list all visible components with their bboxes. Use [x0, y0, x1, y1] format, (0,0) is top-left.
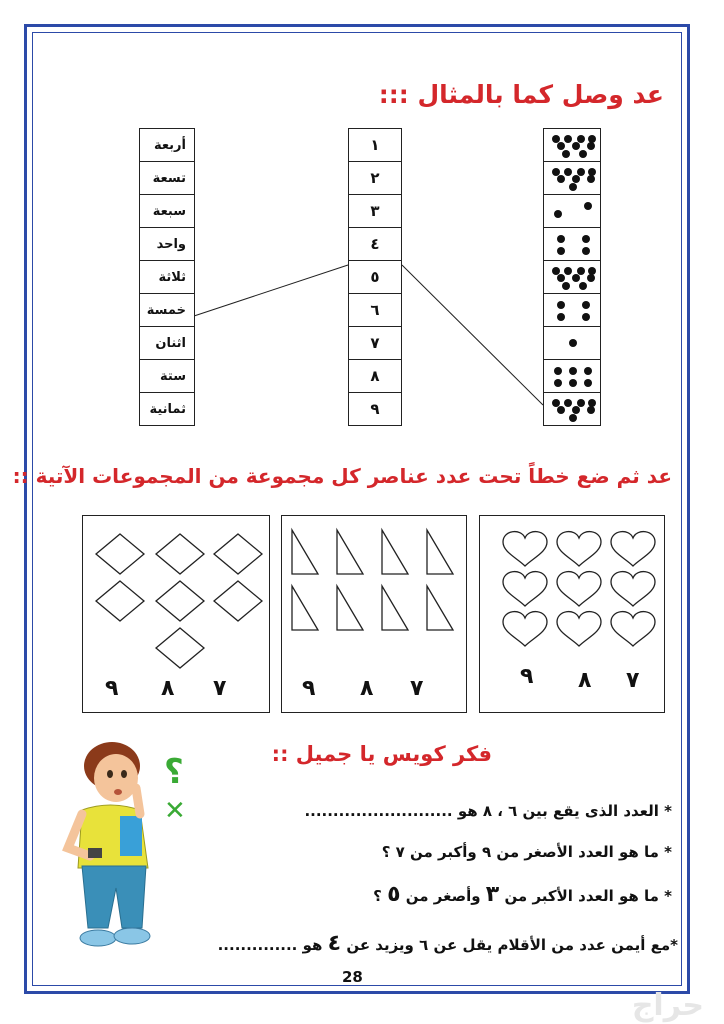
- number-cell: ٣: [348, 194, 402, 228]
- die-cell: [543, 293, 601, 327]
- number-cell: ٥: [348, 260, 402, 294]
- die-dot: [584, 367, 592, 375]
- die-dot: [564, 135, 572, 143]
- die-dot: [564, 267, 572, 275]
- die-dot: [557, 301, 565, 309]
- die-dot: [552, 399, 560, 407]
- question-3: [373, 882, 672, 907]
- heart-shape: [557, 612, 601, 646]
- die-dot: [588, 168, 596, 176]
- die-dot: [557, 142, 565, 150]
- group-diamonds: [82, 515, 270, 713]
- die-dot: [577, 267, 585, 275]
- numbers-column: [348, 128, 402, 426]
- section1-title: عد وصل كما بالمثال :::: [378, 80, 664, 109]
- heart-shape: [557, 572, 601, 606]
- cross-mark-icon: ✕: [164, 796, 186, 826]
- question-1: * العدد الذى يقع بين ٦ ، ٨ هو ..........................: [304, 802, 672, 820]
- number-cell: ٩: [348, 392, 402, 426]
- die-dot: [579, 150, 587, 158]
- die-dot: [569, 379, 577, 387]
- die-dot: [557, 247, 565, 255]
- die-cell: [543, 392, 601, 426]
- shoe-shape: [80, 930, 116, 946]
- die-cell: [543, 161, 601, 195]
- die-dot: [554, 379, 562, 387]
- word-cell: أربعة: [139, 128, 195, 162]
- dice-column: [543, 128, 601, 426]
- die-dot: [582, 301, 590, 309]
- triangle-shape: [337, 586, 363, 630]
- word-cell: اثنان: [139, 326, 195, 360]
- word-cell: ثلاثة: [139, 260, 195, 294]
- shoe-shape: [114, 928, 150, 944]
- die-dot: [588, 135, 596, 143]
- die-dot: [564, 168, 572, 176]
- triangle-shape: [292, 586, 318, 630]
- word-cell: ستة: [139, 359, 195, 393]
- die-dot: [582, 247, 590, 255]
- number-cell: ١: [348, 128, 402, 162]
- question-4: [218, 931, 678, 956]
- die-dot: [587, 142, 595, 150]
- die-cell: [543, 227, 601, 261]
- watermark-text: حراج: [631, 988, 704, 1023]
- die-dot: [569, 183, 577, 191]
- die-dot: [552, 267, 560, 275]
- shirt-stripe: [120, 816, 142, 856]
- diamond-shape: [156, 581, 204, 621]
- pencil-in-hand: [88, 848, 102, 858]
- die-dot: [569, 414, 577, 422]
- die-dot: [588, 399, 596, 407]
- option-seven[interactable]: ٧: [213, 676, 227, 701]
- option-nine[interactable]: ٩: [520, 664, 534, 689]
- diamond-shape: [156, 534, 204, 574]
- triangle-shape: [382, 586, 408, 630]
- heart-shape: [611, 572, 655, 606]
- triangle-shape: [382, 530, 408, 574]
- die-dot: [572, 274, 580, 282]
- section3-title: فكر كويس يا جميل ::: [271, 742, 492, 766]
- words-column: [139, 128, 195, 426]
- option-eight[interactable]: ٨: [360, 676, 374, 701]
- question-3-number-b: ٥: [387, 882, 401, 907]
- face-shape: [94, 754, 138, 802]
- die-dot: [572, 406, 580, 414]
- group-triangles: [281, 515, 467, 713]
- die-dot: [587, 274, 595, 282]
- diamond-shape: [156, 628, 204, 668]
- die-dot: [572, 175, 580, 183]
- number-cell: ٨: [348, 359, 402, 393]
- question-3-part-c: ؟: [373, 887, 382, 905]
- die-dot: [552, 135, 560, 143]
- triangle-shape: [292, 530, 318, 574]
- mouth-shape: [114, 789, 122, 795]
- question-mark-icon: ؟: [164, 752, 184, 792]
- heart-shape: [503, 572, 547, 606]
- group-hearts: [479, 515, 665, 713]
- die-dot: [562, 282, 570, 290]
- question-3-number-a: ٣: [485, 882, 500, 907]
- die-dot: [584, 202, 592, 210]
- die-cell: [543, 194, 601, 228]
- option-eight[interactable]: ٨: [578, 668, 592, 693]
- die-cell: [543, 326, 601, 360]
- die-dot: [579, 282, 587, 290]
- triangle-shape: [427, 530, 453, 574]
- heart-shape: [557, 532, 601, 566]
- die-dot: [569, 367, 577, 375]
- die-dot: [582, 313, 590, 321]
- word-cell: ثمانية: [139, 392, 195, 426]
- die-dot: [582, 235, 590, 243]
- diamond-shape: [96, 534, 144, 574]
- die-dot: [557, 274, 565, 282]
- question-3-part-b: وأصغر من: [405, 887, 481, 905]
- die-dot: [577, 168, 585, 176]
- number-cell: ٢: [348, 161, 402, 195]
- diamond-shape: [96, 581, 144, 621]
- die-dot: [557, 235, 565, 243]
- die-dot: [569, 339, 577, 347]
- pants-shape: [82, 866, 146, 928]
- word-cell: تسعة: [139, 161, 195, 195]
- option-nine[interactable]: ٩: [105, 676, 119, 701]
- die-dot: [554, 210, 562, 218]
- die-dot: [554, 367, 562, 375]
- number-cell: ٧: [348, 326, 402, 360]
- heart-shape: [611, 532, 655, 566]
- option-eight[interactable]: ٨: [161, 676, 175, 701]
- option-seven[interactable]: ٧: [410, 676, 424, 701]
- option-seven[interactable]: ٧: [626, 668, 640, 693]
- die-dot: [557, 175, 565, 183]
- triangle-shape: [337, 530, 363, 574]
- eye-shape: [121, 770, 127, 778]
- die-dot: [587, 406, 595, 414]
- eye-shape: [107, 770, 113, 778]
- option-nine[interactable]: ٩: [302, 676, 316, 701]
- arm-shape: [136, 788, 140, 814]
- die-dot: [577, 399, 585, 407]
- heart-shape: [611, 612, 655, 646]
- triangle-shape: [427, 586, 453, 630]
- die-dot: [577, 135, 585, 143]
- word-cell: واحد: [139, 227, 195, 261]
- section2-title: عد ثم ضع خطاً تحت عدد عناصر كل مجموعة من المجموعات الآتية ::: [12, 464, 672, 488]
- die-dot: [557, 406, 565, 414]
- question-2: * ما هو العدد الأصغر من ٩ وأكبر من ٧ ؟: [381, 843, 672, 861]
- heart-shape: [503, 612, 547, 646]
- line-five-word: [194, 265, 348, 316]
- word-cell: خمسة: [139, 293, 195, 327]
- line-five-die: [402, 265, 543, 405]
- die-dot: [562, 150, 570, 158]
- page-number: 28: [342, 968, 363, 986]
- die-dot: [564, 399, 572, 407]
- question-4-part-b: هو ..............: [217, 936, 323, 954]
- word-cell: سبعة: [139, 194, 195, 228]
- die-dot: [572, 142, 580, 150]
- heart-shape: [503, 532, 547, 566]
- diamond-shape: [214, 534, 262, 574]
- die-dot: [587, 175, 595, 183]
- die-cell: [543, 128, 601, 162]
- diamond-shape: [214, 581, 262, 621]
- die-dot: [557, 313, 565, 321]
- die-dot: [588, 267, 596, 275]
- die-cell: [543, 260, 601, 294]
- question-3-part-a: * ما هو العدد الأكبر من: [504, 887, 672, 905]
- question-4-part-a: *مع أيمن عدد من الأقلام يقل عن ٦ ويزيد عن: [346, 936, 678, 954]
- question-4-number: ٤: [327, 931, 342, 956]
- die-dot: [584, 379, 592, 387]
- die-dot: [552, 168, 560, 176]
- die-cell: [543, 359, 601, 393]
- number-cell: ٤: [348, 227, 402, 261]
- number-cell: ٦: [348, 293, 402, 327]
